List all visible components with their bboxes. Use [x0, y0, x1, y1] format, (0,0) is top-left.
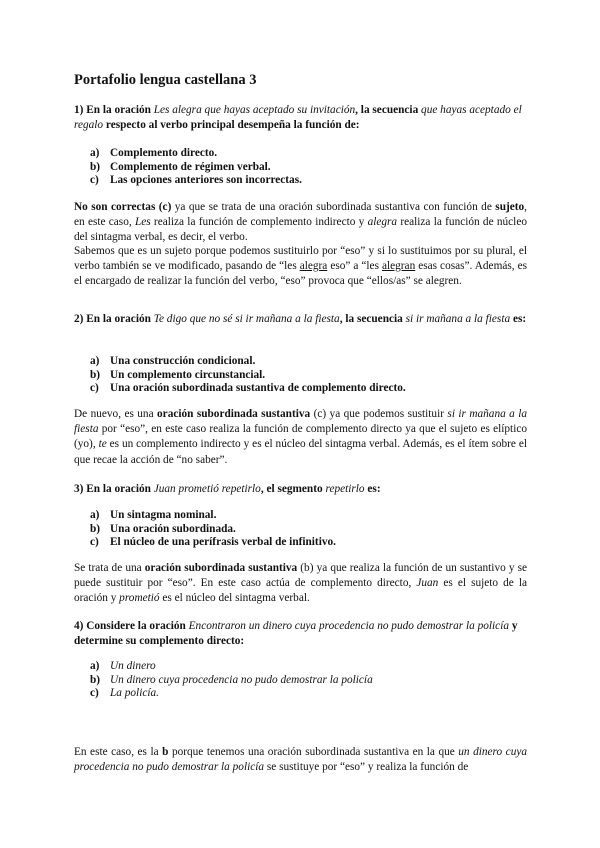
- answer-text: por “eso”, en este caso realiza la función de complemento directo ya que el sujeto es elíptico (yo),: [74, 423, 527, 451]
- option-item: [90, 674, 373, 688]
- answer-italic: alegra: [367, 216, 398, 229]
- question-2-answer: [74, 407, 527, 468]
- answer-verdict: No son correctas (c): [74, 201, 172, 213]
- answer-italic: prometió: [119, 592, 160, 605]
- answer-text: ya que se trata de una oración subordinada sustantiva con función de: [171, 201, 496, 213]
- answer-underlined: alegra: [299, 260, 328, 273]
- q1-stem-part: , la secuencia: [355, 104, 422, 116]
- q1-example-sentence: Les alegra que hayas aceptado su invitación: [153, 104, 356, 116]
- q4-stem-part: y determine su complemento directo:: [74, 620, 518, 648]
- answer-text: es el núcleo del sintagma verbal.: [159, 592, 310, 605]
- answer-text: eso” a “les: [327, 260, 382, 273]
- q3-example-sentence: Juan prometió repetirlo: [153, 483, 261, 495]
- option-text: Complemento de régimen verbal.: [110, 160, 271, 173]
- q3-target-segment: repetirlo: [325, 483, 365, 495]
- option-text: Las opciones anteriores son incorrectas.: [110, 174, 302, 187]
- option-text: Complemento directo.: [110, 147, 218, 159]
- answer-text: (b) ya que realiza la función de un sustantivo y se puede sustituir por “eso”. En este caso actúa de complemento directo,: [74, 562, 527, 590]
- question-1-answer-paragraph-1: [74, 200, 527, 246]
- option-letter: c): [90, 382, 99, 395]
- q2-example-sentence: Te digo que no sé si ir mañana a la fiesta: [153, 313, 340, 325]
- answer-text: se sustituye por “eso” y realiza la función de: [264, 761, 469, 774]
- q2-stem-part: 2) En la oración: [74, 313, 154, 325]
- answer-text: En este caso, es la: [74, 746, 163, 758]
- question-3-stem: [74, 482, 527, 497]
- option-item: [90, 660, 373, 674]
- option-letter: b): [90, 160, 101, 173]
- q2-target-segment: si ir mañana a la fiesta: [405, 313, 511, 325]
- question-4-stem: [74, 619, 527, 649]
- option-item: [90, 147, 302, 161]
- option-text: Una construcción condicional.: [110, 355, 256, 367]
- q1-stem-part: respecto al verbo principal desempeña la función de:: [103, 119, 360, 132]
- option-text: Un complemento circunstancial.: [110, 368, 266, 381]
- question-3-options: [90, 509, 336, 550]
- answer-text: es el sujeto de la oración y: [74, 577, 527, 605]
- option-item: [90, 174, 302, 188]
- question-4-options: [90, 660, 373, 701]
- q2-stem-part: , la secuencia: [339, 313, 406, 325]
- option-letter: a): [90, 509, 100, 521]
- document-title: Portafolio lengua castellana 3: [74, 72, 257, 88]
- question-1-options: [90, 147, 302, 188]
- option-letter: a): [90, 355, 100, 367]
- answer-keyword: oración subordinada sustantiva: [157, 408, 311, 420]
- answer-text: Sabemos que es un sujeto porque podemos sustituirlo por “eso” y si lo sustituimos por su plural, el verbo también se ve modificado, pasando de “les: [74, 245, 527, 273]
- answer-keyword: oración subordinada sustantiva: [144, 562, 298, 574]
- option-letter: c): [90, 536, 99, 549]
- question-3-answer: [74, 561, 527, 607]
- answer-text: realiza la función de núcleo del sintagma verbal, es decir, el verbo.: [74, 216, 527, 244]
- answer-text: Se trata de una: [74, 562, 145, 574]
- answer-keyword: b: [162, 746, 169, 758]
- option-item: [90, 369, 406, 383]
- question-2-stem: [74, 312, 527, 327]
- option-letter: b): [90, 368, 101, 381]
- answer-text: , en este caso,: [74, 201, 527, 229]
- option-text: El núcleo de una perífrasis verbal de infinitivo.: [110, 536, 336, 549]
- option-item: [90, 355, 406, 369]
- option-text: Una oración subordinada sustantiva de complemento directo.: [110, 382, 406, 395]
- q3-stem-part: 3) En la oración: [74, 483, 154, 495]
- answer-text: (c) ya que podemos sustituir: [310, 408, 448, 420]
- answer-keyword: sujeto: [495, 201, 525, 213]
- answer-italic: Les: [134, 216, 151, 229]
- answer-text: porque tenemos una oración subordinada sustantiva en la que: [168, 746, 459, 758]
- option-text: Un sintagma nominal.: [110, 509, 217, 521]
- q2-stem-part: es:: [510, 313, 527, 325]
- option-item: [90, 687, 373, 701]
- q3-stem-part: es:: [364, 483, 381, 495]
- q1-stem-part: 1) En la oración: [74, 104, 154, 116]
- question-4-answer: [74, 745, 527, 775]
- option-item: [90, 382, 406, 396]
- answer-italic: Juan: [416, 577, 439, 590]
- q4-stem-part: 4) Considere la oración: [74, 620, 189, 632]
- option-text: Un dinero: [110, 660, 156, 672]
- option-letter: b): [90, 673, 101, 686]
- option-text: La policía.: [110, 687, 159, 700]
- option-item: [90, 161, 302, 175]
- option-text: Un dinero cuya procedencia no pudo demostrar la policía: [110, 673, 373, 686]
- option-item: [90, 509, 336, 523]
- q1-target-segment: que hayas aceptado el regalo: [74, 104, 522, 132]
- question-1-stem: [74, 103, 527, 133]
- option-letter: c): [90, 174, 99, 187]
- answer-italic: un dinero cuya procedencia no pudo demostrar la policía: [74, 746, 527, 774]
- answer-text: realiza la función de complemento indirecto y: [150, 216, 368, 229]
- option-text: Una oración subordinada.: [110, 522, 236, 535]
- option-item: [90, 523, 336, 537]
- answer-text: De nuevo, es una: [74, 408, 158, 420]
- answer-text: es un complemento indirecto y es el núcleo del sintagma verbal. Además, es el ítem sobre el que recae la acción de “no saber”.: [74, 438, 527, 466]
- answer-italic: si ir mañana a la fiesta: [74, 408, 528, 436]
- option-letter: b): [90, 522, 101, 535]
- answer-underlined: alegran: [381, 260, 416, 273]
- option-letter: c): [90, 687, 99, 700]
- q3-stem-part: , el segmento: [260, 483, 326, 495]
- answer-text: esas cosas”. Además, es el encargado de realizar la función del verbo, “eso” provoca que “ellos/as” se alegren.: [74, 260, 527, 288]
- answer-italic: te: [98, 438, 107, 451]
- question-2-options: [90, 355, 406, 396]
- q4-example-sentence: Encontraron un dinero cuya procedencia no pudo demostrar la policía: [188, 620, 509, 632]
- question-1-answer-paragraph-2: [74, 244, 527, 290]
- option-item: [90, 536, 336, 550]
- option-letter: a): [90, 660, 100, 672]
- option-letter: a): [90, 147, 100, 159]
